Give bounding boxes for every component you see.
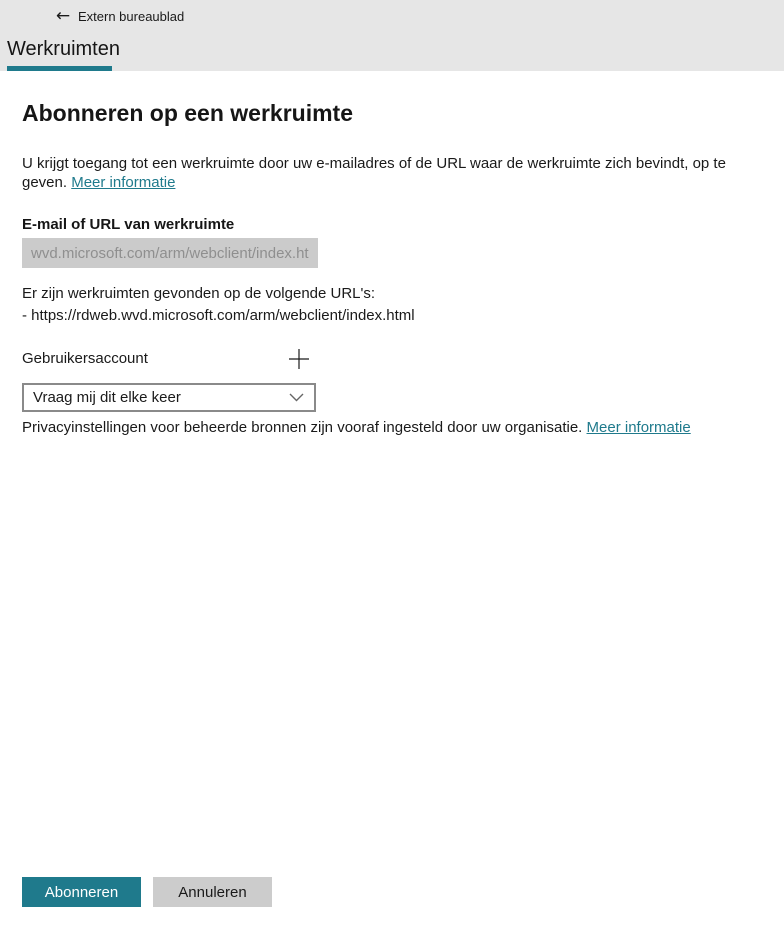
back-button[interactable] xyxy=(46,0,80,32)
intro-text: U krijgt toegang tot een werkruimte door uw e-mailadres of de URL waar de werkruimte zich bevindt, op te geven. xyxy=(22,155,726,191)
workspaces-found-line1: Er zijn werkruimten gevonden op de volgende URL's: xyxy=(22,285,376,302)
cancel-button[interactable]: Annuleren xyxy=(153,877,272,907)
privacy-text: Privacyinstellingen voor beheerde bronnen zijn vooraf ingesteld door uw organisatie. xyxy=(22,419,583,436)
chevron-down-icon xyxy=(289,393,314,402)
workspaces-found-text xyxy=(22,283,415,327)
user-account-label: Gebruikersaccount xyxy=(22,350,148,367)
subscribe-page xyxy=(0,71,784,929)
workspace-url-input[interactable] xyxy=(22,238,318,268)
email-url-label: E-mail of URL van werkruimte xyxy=(22,216,235,233)
page-title: Abonneren op een werkruimte xyxy=(22,100,354,126)
subscribe-button[interactable]: Abonneren xyxy=(22,877,141,907)
account-dropdown[interactable] xyxy=(22,383,316,412)
intro-paragraph xyxy=(22,154,764,192)
plus-icon xyxy=(288,348,310,370)
account-dropdown-value: Vraag mij dit elke keer xyxy=(33,389,181,406)
app-header xyxy=(0,0,784,71)
arrow-left-icon: ← xyxy=(55,6,71,26)
privacy-more-info-link[interactable]: Meer informatie xyxy=(586,419,691,436)
app-title: Extern bureaublad xyxy=(78,9,185,24)
workspaces-found-url: - https://rdweb.wvd.microsoft.com/arm/webclient/index.html xyxy=(22,307,415,324)
tab-werkruimten[interactable]: Werkruimten xyxy=(7,38,120,60)
privacy-paragraph xyxy=(22,418,764,437)
intro-more-info-link[interactable]: Meer informatie xyxy=(71,174,176,191)
add-account-button[interactable] xyxy=(285,345,313,373)
